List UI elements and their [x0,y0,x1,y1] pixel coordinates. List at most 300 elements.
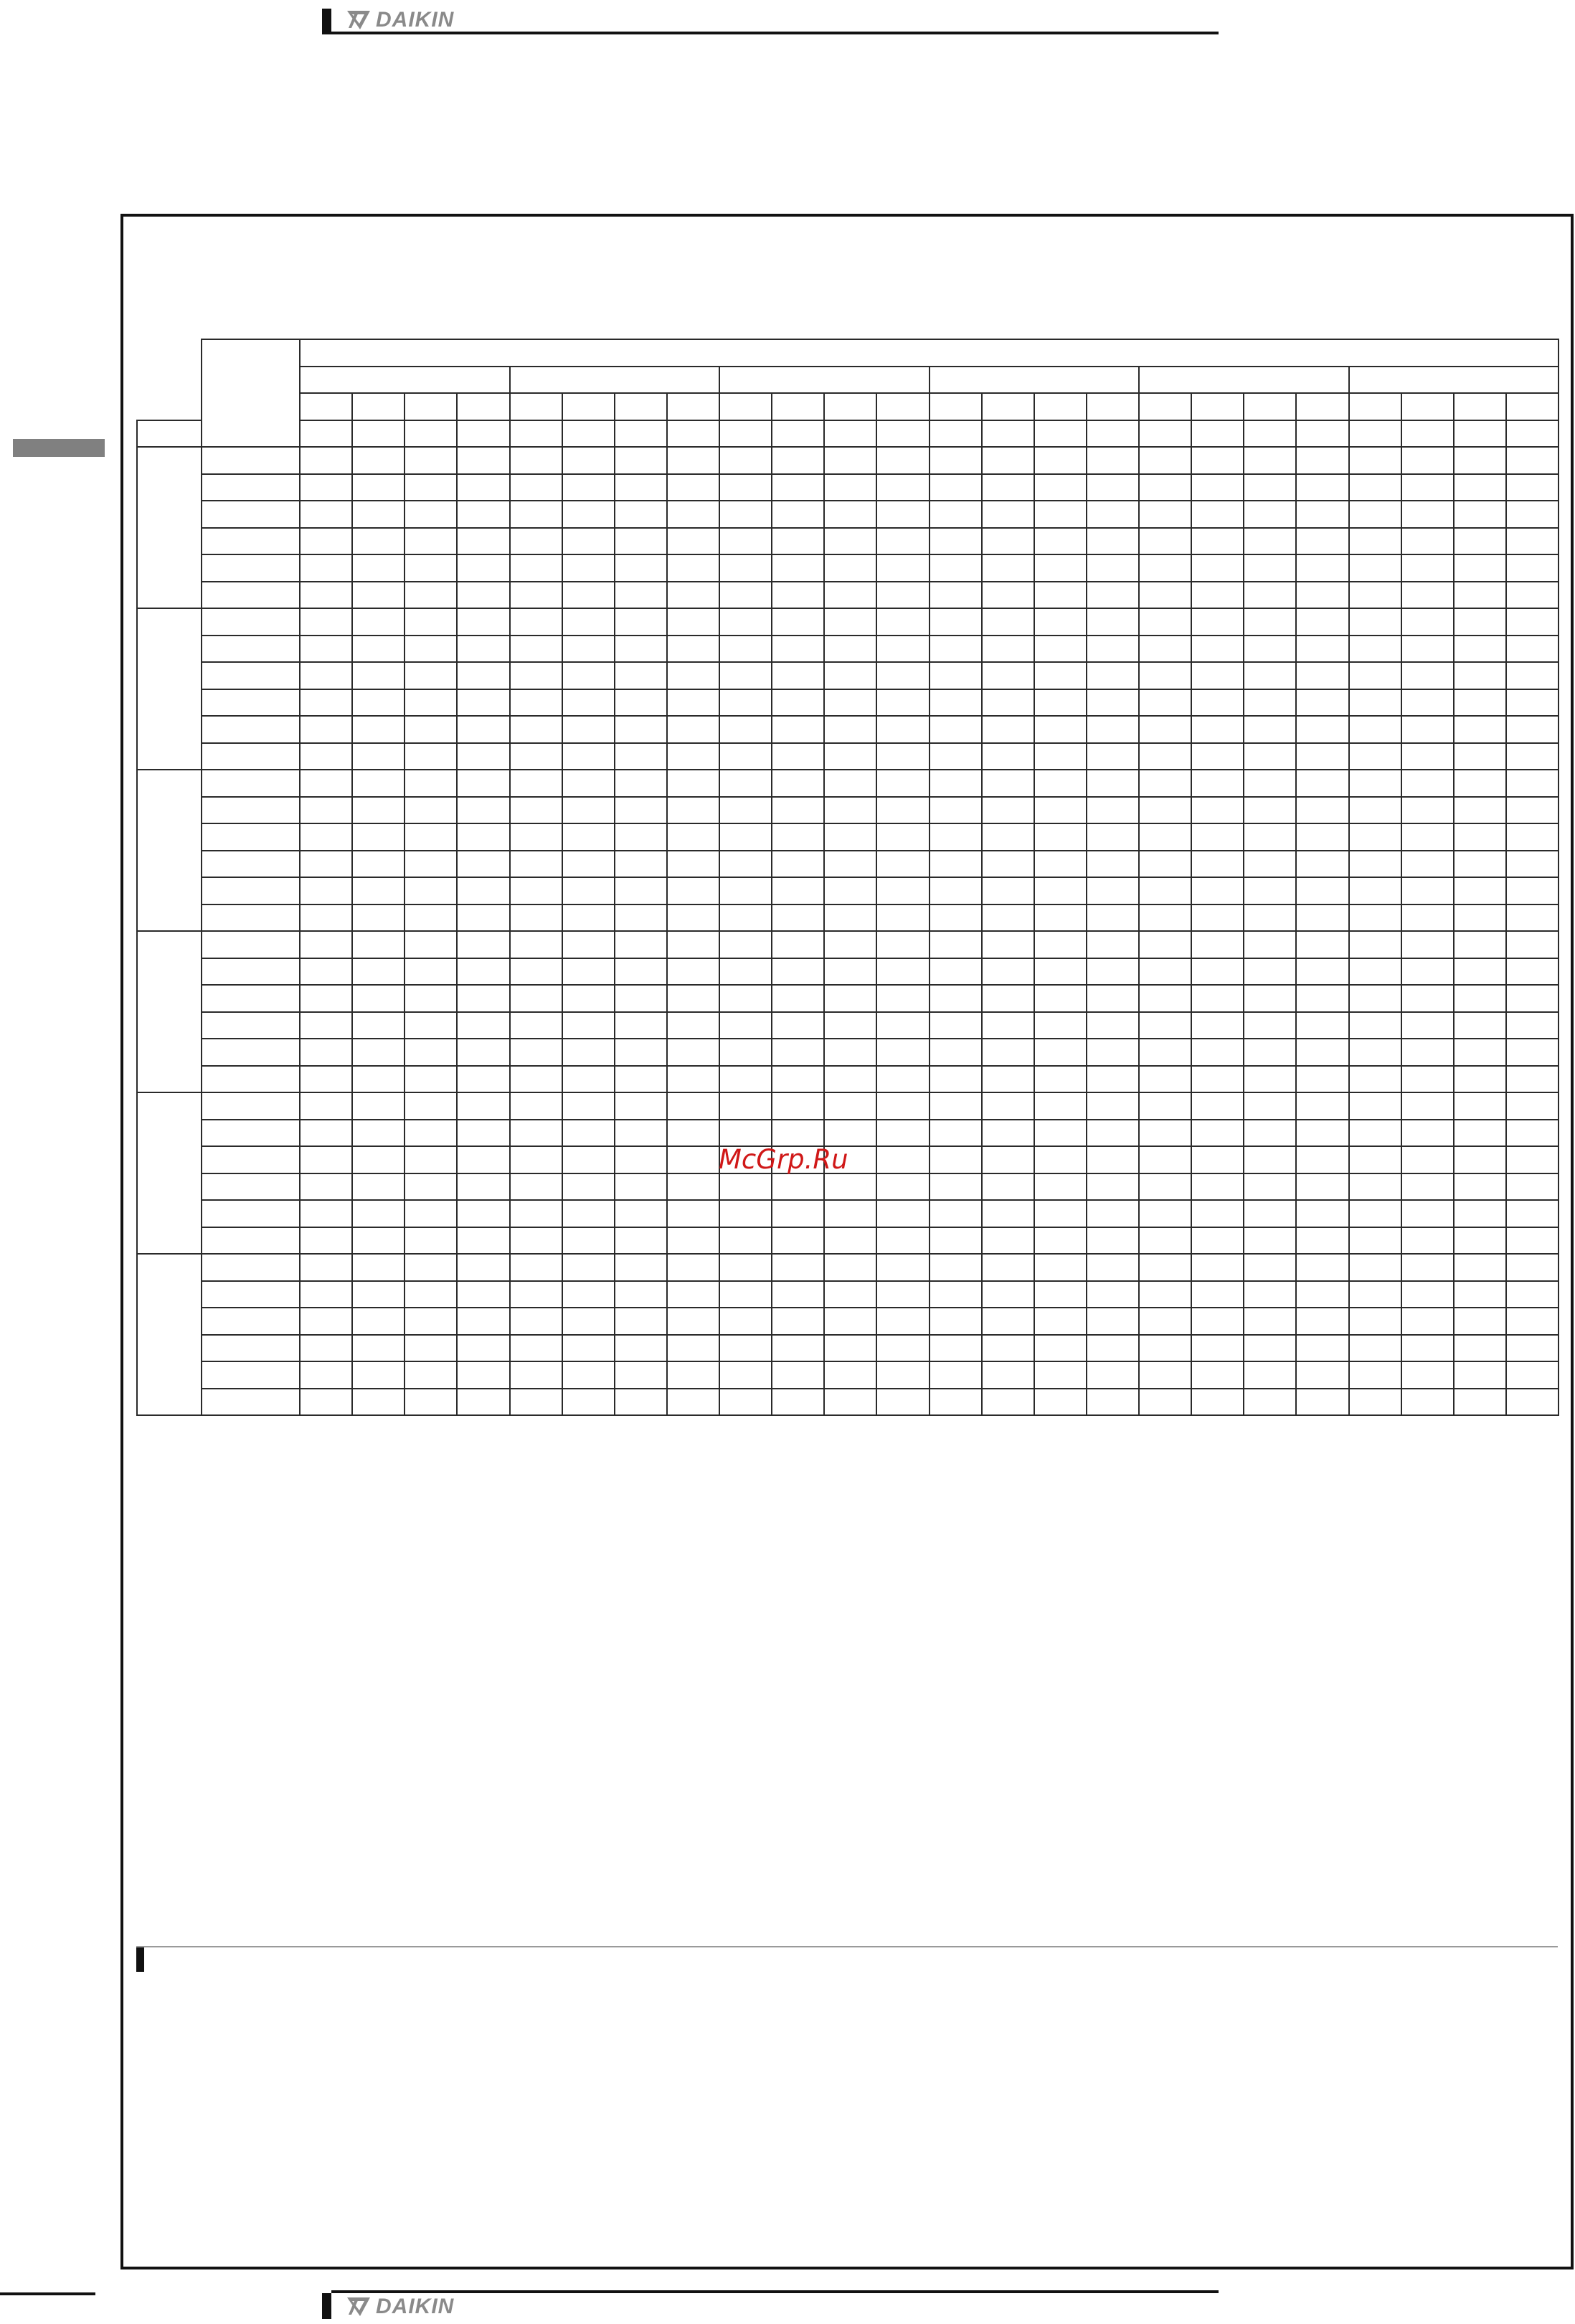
table-cell [982,1200,1034,1227]
table-cell [824,582,876,609]
table-cell [982,1173,1034,1201]
table-cell [1191,877,1244,904]
table-cell [1034,582,1087,609]
header-subcolumn-cell [352,393,405,420]
header-subcolumn-cell [1244,393,1296,420]
table-cell [876,1200,929,1227]
table-cell [772,1361,824,1389]
row-label-cell [202,1254,300,1281]
table-cell [1244,1066,1296,1093]
header-label-cell [202,339,300,447]
table-cell [405,1012,457,1039]
table-cell [510,1389,562,1416]
table-cell [667,743,719,770]
table-cell [1506,1146,1559,1173]
header-corner-cell [137,339,202,420]
table-cell [1244,501,1296,528]
table-cell [1296,904,1348,932]
table-cell [1506,528,1559,555]
table-cell [300,1039,352,1066]
table-cell [1401,743,1454,770]
table-cell [1244,689,1296,717]
table-cell [876,1227,929,1255]
table-cell [719,1389,772,1416]
table-cell [1349,528,1401,555]
row-label-cell [202,1039,300,1066]
table-cell [300,608,352,636]
table-cell [719,1361,772,1389]
table-cell [615,770,667,797]
table-cell [1401,1039,1454,1066]
table-cell [1139,1066,1191,1093]
table-cell [510,662,562,689]
table-cell [1087,931,1139,958]
header-subcolumn-cell [1034,393,1087,420]
table-cell [1506,1012,1559,1039]
table-cell [930,1146,982,1173]
table-cell [457,1200,509,1227]
table-cell [562,501,615,528]
table-cell [982,662,1034,689]
table-cell [562,743,615,770]
table-cell [876,931,929,958]
table-cell [1244,1254,1296,1281]
table-row [137,716,1559,743]
table-cell [719,1200,772,1227]
table-cell [719,1066,772,1093]
table-cell [930,636,982,663]
table-cell [930,1120,982,1147]
table-cell [405,851,457,878]
header-subcolumn-cell [1506,393,1559,420]
table-cell [1506,1254,1559,1281]
table-cell [1191,528,1244,555]
table-cell [772,636,824,663]
row-label-cell [202,743,300,770]
table-cell [457,1389,509,1416]
table-cell [1087,1227,1139,1255]
table-cell [1139,447,1191,474]
table-cell [457,1281,509,1308]
table-cell [1139,1146,1191,1173]
row-label-cell [202,1120,300,1147]
table-cell [510,554,562,582]
table-cell [1191,958,1244,986]
table-row [137,1039,1559,1066]
table-cell [615,1173,667,1201]
table-cell [1034,1335,1087,1362]
table-cell [1401,1200,1454,1227]
header-unit-cell [137,420,202,448]
table-cell [1349,823,1401,851]
table-cell [405,1361,457,1389]
table-cell [1244,1335,1296,1362]
table-cell [510,474,562,501]
row-label-cell [202,770,300,797]
table-cell [1506,1120,1559,1147]
table-cell [1506,1389,1559,1416]
table-cell [1506,501,1559,528]
table-cell [1454,1254,1506,1281]
table-cell [405,554,457,582]
table-cell [824,1092,876,1120]
table-cell [1087,797,1139,824]
table-cell [1034,958,1087,986]
footer-brand-block [322,2293,331,2319]
table-cell [1087,1039,1139,1066]
table-cell [405,931,457,958]
table-cell [1349,1012,1401,1039]
row-label-cell [202,1092,300,1120]
table-cell [562,985,615,1012]
table-cell [405,1039,457,1066]
table-cell [300,1389,352,1416]
table-cell [615,985,667,1012]
table-cell [1244,1120,1296,1147]
row-block-cell [137,1254,202,1415]
table-cell [876,689,929,717]
table-cell [562,554,615,582]
footer-brand-name: DAIKIN [376,2295,455,2318]
table-cell [982,1012,1034,1039]
table-cell [772,931,824,958]
table-cell [1139,636,1191,663]
table-cell [1244,931,1296,958]
table-cell [719,608,772,636]
table-cell [824,877,876,904]
table-cell [930,1227,982,1255]
table-cell [1401,1281,1454,1308]
table-cell [615,582,667,609]
table-cell [1349,1092,1401,1120]
table-cell [1244,904,1296,932]
table-cell [1296,1092,1348,1120]
table-cell [300,528,352,555]
table-cell [562,716,615,743]
table-cell [982,904,1034,932]
table-cell [1191,931,1244,958]
table-header-row [137,367,1559,394]
table-cell [1454,797,1506,824]
table-cell [1296,823,1348,851]
row-label-cell [202,823,300,851]
table-cell [457,1361,509,1389]
table-cell [772,1200,824,1227]
table-cell [1506,716,1559,743]
table-cell [1296,1039,1348,1066]
table-cell [405,958,457,986]
table-cell [719,1227,772,1255]
table-cell [667,1066,719,1093]
table-cell [510,904,562,932]
table-cell [667,447,719,474]
table-cell [772,716,824,743]
table-cell [457,877,509,904]
table-cell [824,662,876,689]
table-cell [1506,931,1559,958]
table-cell [457,1254,509,1281]
table-cell [1506,877,1559,904]
table-cell [930,447,982,474]
table-cell [772,1066,824,1093]
table-cell [457,1066,509,1093]
table-row [137,554,1559,582]
table-cell [300,877,352,904]
table-cell [300,797,352,824]
table-cell [405,1092,457,1120]
table-cell [876,474,929,501]
table-cell [510,743,562,770]
footer-rule [331,2290,1219,2293]
table-cell [300,931,352,958]
table-cell [1139,851,1191,878]
table-cell [1034,689,1087,717]
table-cell [982,1361,1034,1389]
table-cell [1191,904,1244,932]
table-cell [562,1120,615,1147]
table-cell [930,1200,982,1227]
table-cell [824,501,876,528]
table-cell [300,501,352,528]
table-cell [1087,743,1139,770]
table-cell [772,743,824,770]
header-subcolumn-cell [1087,393,1139,420]
table-cell [300,447,352,474]
table-cell [1349,1120,1401,1147]
table-cell [510,877,562,904]
table-cell [930,797,982,824]
table-cell [982,554,1034,582]
table-cell [1296,1173,1348,1201]
header-unit-cell [1139,420,1191,448]
table-cell [1139,904,1191,932]
table-cell [615,1227,667,1255]
table-row [137,689,1559,717]
table-cell [876,851,929,878]
table-cell [1244,877,1296,904]
table-cell [457,770,509,797]
data-table [136,339,1559,1416]
table-cell [1034,851,1087,878]
table-cell [510,582,562,609]
table-cell [1139,582,1191,609]
table-cell [876,608,929,636]
table-cell [1349,582,1401,609]
table-cell [405,877,457,904]
header-group-cell [930,367,1140,394]
table-cell [352,851,405,878]
table-cell [300,1254,352,1281]
table-cell [1296,1066,1348,1093]
table-cell [1454,716,1506,743]
table-cell [1244,985,1296,1012]
table-cell [405,528,457,555]
table-cell [300,716,352,743]
row-label-cell [202,636,300,663]
table-cell [615,823,667,851]
table-cell [1401,877,1454,904]
table-cell [824,1335,876,1362]
table-cell [1506,447,1559,474]
table-cell [1296,1120,1348,1147]
table-cell [1296,877,1348,904]
table-cell [1139,1200,1191,1227]
header-unit-cell [352,420,405,448]
table-cell [1087,554,1139,582]
table-cell [562,904,615,932]
table-cell [1087,1092,1139,1120]
table-cell [719,851,772,878]
table-cell [1191,474,1244,501]
table-cell [719,528,772,555]
table-cell [1191,1389,1244,1416]
header-unit-cell [824,420,876,448]
table-cell [615,797,667,824]
header-unit-cell [876,420,929,448]
table-cell [405,1200,457,1227]
table-cell [824,958,876,986]
table-cell [405,447,457,474]
table-cell [982,689,1034,717]
table-cell [510,447,562,474]
table-cell [930,501,982,528]
table-cell [562,851,615,878]
table-cell [1087,823,1139,851]
table-cell [667,1308,719,1335]
table-cell [1191,608,1244,636]
table-cell [1454,743,1506,770]
table-cell [1034,1039,1087,1066]
table-cell [1244,1361,1296,1389]
table-cell [300,1308,352,1335]
table-cell [1244,662,1296,689]
table-cell [1506,474,1559,501]
table-cell [982,1120,1034,1147]
table-cell [1034,877,1087,904]
table-cell [1401,447,1454,474]
table-cell [615,662,667,689]
table-cell [982,877,1034,904]
table-cell [1349,1254,1401,1281]
row-label-cell [202,716,300,743]
table-cell [930,931,982,958]
table-cell [1401,1254,1454,1281]
table-cell [1034,1200,1087,1227]
header-subcolumn-cell [1349,393,1401,420]
table-cell [1296,1308,1348,1335]
table-cell [615,501,667,528]
row-label-cell [202,582,300,609]
table-cell [1191,1254,1244,1281]
table-cell [1244,1173,1296,1201]
table-cell [352,985,405,1012]
table-cell [772,1227,824,1255]
table-cell [1454,1066,1506,1093]
table-cell [1139,770,1191,797]
table-cell [1349,851,1401,878]
table-cell [1506,985,1559,1012]
table-cell [352,823,405,851]
table-cell [615,931,667,958]
table-cell [510,985,562,1012]
table-cell [352,1039,405,1066]
table-cell [876,770,929,797]
table-cell [1139,608,1191,636]
table-cell [510,1173,562,1201]
table-cell [1087,636,1139,663]
table-cell [824,636,876,663]
table-row [137,931,1559,958]
table-cell [876,1146,929,1173]
table-cell [352,582,405,609]
table-cell [352,1200,405,1227]
table-cell [1034,1066,1087,1093]
table-cell [824,1173,876,1201]
header-unit-cell [1296,420,1348,448]
table-cell [719,1012,772,1039]
table-cell [457,1012,509,1039]
table-cell [1506,1308,1559,1335]
table-cell [352,636,405,663]
table-cell [1087,1308,1139,1335]
table-cell [352,743,405,770]
table-cell [1454,1389,1506,1416]
table-cell [1349,1227,1401,1255]
table-cell [405,1066,457,1093]
table-cell [667,797,719,824]
table-row [137,608,1559,636]
table-cell [1139,1173,1191,1201]
table-cell [300,636,352,663]
table-cell [1244,958,1296,986]
table-cell [982,1254,1034,1281]
table-cell [510,689,562,717]
header-subcolumn-cell [876,393,929,420]
daikin-logo-icon [346,9,372,31]
table-cell [1034,662,1087,689]
table-cell [930,1361,982,1389]
row-block-cell [137,608,202,770]
table-cell [562,931,615,958]
table-row [137,1173,1559,1201]
table-cell [719,716,772,743]
table-cell [876,1120,929,1147]
table-cell [1087,1254,1139,1281]
table-cell [510,823,562,851]
table-cell [352,1281,405,1308]
row-label-cell [202,447,300,474]
table-cell [1191,1308,1244,1335]
table-cell [772,1389,824,1416]
table-cell [405,1308,457,1335]
table-cell [352,1120,405,1147]
table-cell [300,1281,352,1308]
table-cell [615,1120,667,1147]
table-cell [719,1039,772,1066]
table-cell [352,554,405,582]
table-cell [1454,1335,1506,1362]
table-cell [1139,1281,1191,1308]
table-cell [667,770,719,797]
header-subcolumn-cell [562,393,615,420]
table-cell [405,582,457,609]
table-cell [562,662,615,689]
table-cell [667,877,719,904]
table-cell [1087,877,1139,904]
table-cell [930,662,982,689]
row-label-cell [202,1146,300,1173]
table-cell [510,1281,562,1308]
